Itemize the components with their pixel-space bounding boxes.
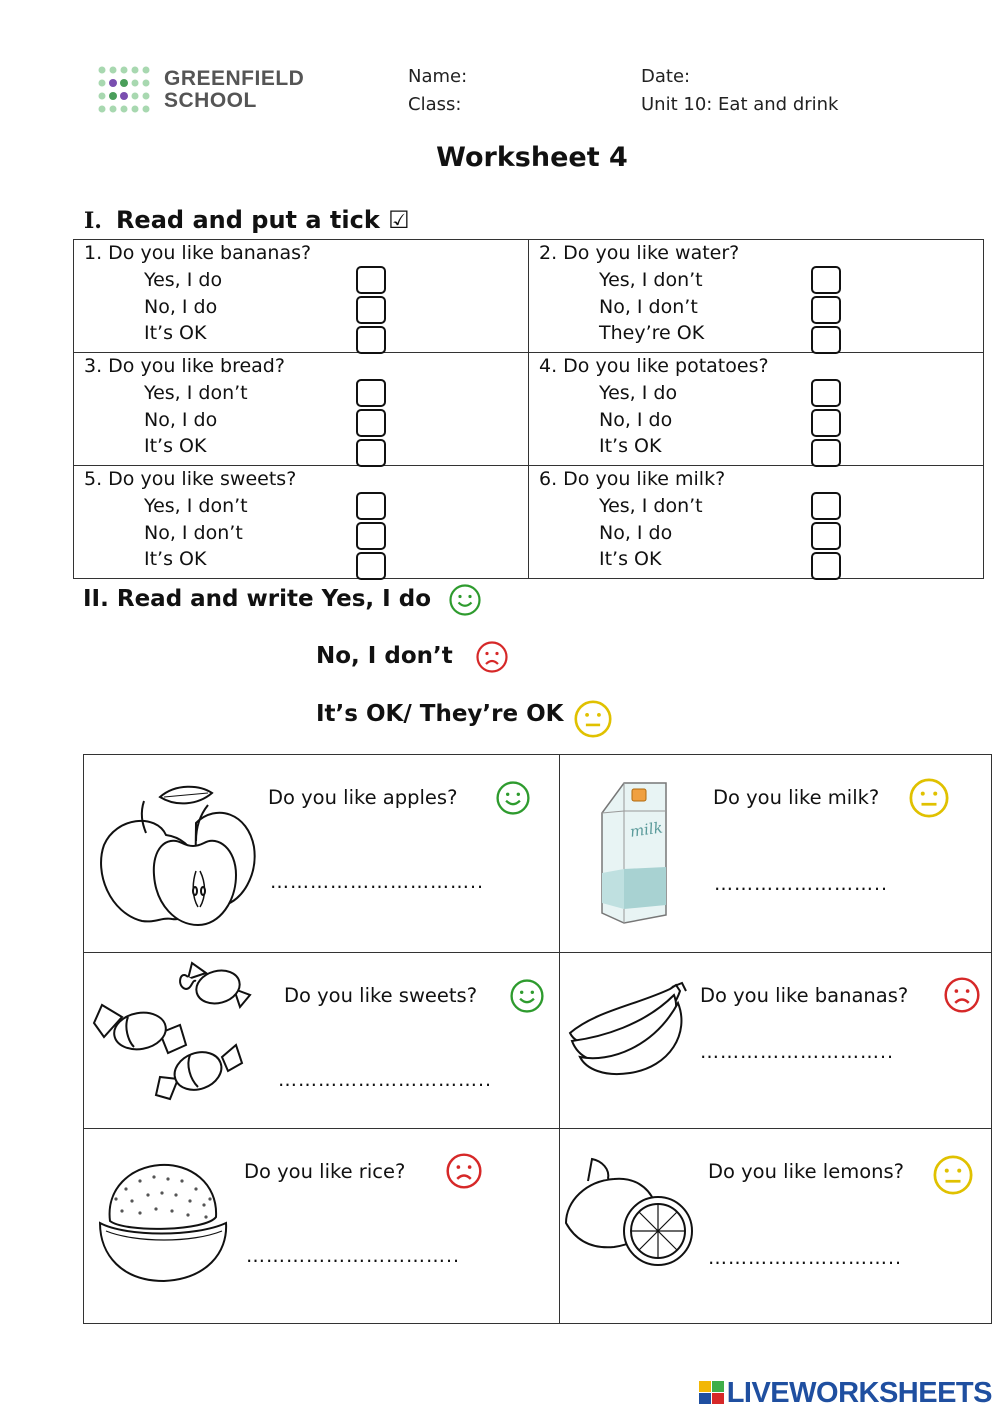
school-name-line2: SCHOOL [164,89,257,112]
liveworksheets-logo[interactable] [699,1377,992,1410]
rice-bowl-icon [96,1159,230,1289]
option-label: No, I don’t [599,296,698,318]
option-label: Yes, I don’t [599,269,703,291]
tick-checkbox[interactable] [811,492,841,520]
section2-line-ok: It’s OK/ They’re OK [316,701,564,727]
option-label: Yes, I do [599,382,678,404]
question-cell [74,353,529,466]
school-name [164,68,304,112]
tick-checkbox[interactable] [356,492,386,520]
class-label: Class: [408,94,462,115]
picture-question-text: Do you like bananas? [700,984,909,1007]
picture-question-grid [83,754,992,1324]
question-text: 4. Do you like potatoes? [539,355,769,377]
tick-checkbox[interactable] [356,522,386,550]
section2-heading: II. Read and write Yes, I do [83,586,432,612]
option-label: Yes, I don’t [599,495,703,517]
answer-line[interactable]: …………………….. [714,873,889,895]
tick-checkbox[interactable] [811,409,841,437]
tick-checkbox[interactable] [356,409,386,437]
tick-checkbox[interactable] [356,379,386,407]
question-text: 6. Do you like milk? [539,468,726,490]
answer-line[interactable]: ………………………….. [270,871,485,893]
question-cell [529,240,984,353]
picture-question-text: Do you like milk? [713,786,880,809]
unit-label: Unit 10: Eat and drink [641,94,839,115]
sad-face-icon [944,977,980,1013]
section1-heading [84,206,410,234]
milk-carton-label: milk [628,818,664,841]
picture-cell [84,755,560,953]
neutral-face-icon [933,1155,973,1195]
question-text: 1. Do you like bananas? [84,242,312,264]
option-label: Yes, I do [144,269,223,291]
tick-question-table [73,239,984,579]
option-label: No, I do [144,296,218,318]
happy-face-icon [449,584,481,616]
picture-cell [560,1129,991,1323]
page-title-text: Worksheet 4 [436,142,628,173]
option-label: It’s OK [144,435,207,457]
sad-face-icon [446,1153,482,1189]
tick-checkbox[interactable] [356,439,386,467]
tick-checkbox[interactable] [811,326,841,354]
question-cell [74,240,529,353]
tick-checkbox[interactable] [356,296,386,324]
picture-question-text: Do you like rice? [244,1160,406,1183]
option-label: It’s OK [599,548,662,570]
question-cell [74,466,529,579]
option-label: It’s OK [144,322,207,344]
tick-checkbox[interactable] [811,266,841,294]
tick-checkbox[interactable] [811,522,841,550]
sad-face-icon [476,641,508,673]
picture-cell [84,953,560,1129]
section2-line-no: No, I don’t [316,643,453,669]
picture-cell [560,755,991,953]
tick-checkbox[interactable] [356,552,386,580]
neutral-face-icon [909,778,949,818]
answer-line[interactable]: ………………………….. [278,1069,493,1091]
school-logo-icon [98,66,154,116]
question-text: 2. Do you like water? [539,242,740,264]
answer-line[interactable]: ………………………….. [246,1245,461,1267]
option-label: It’s OK [144,548,207,570]
option-label: No, I don’t [144,522,243,544]
neutral-face-icon [574,700,612,738]
happy-face-icon [496,781,530,815]
option-label: They’re OK [599,322,705,344]
date-label: Date: [641,66,691,87]
answer-line[interactable]: ……………………….. [708,1247,903,1269]
lemons-icon [562,1151,696,1269]
option-label: No, I do [599,522,673,544]
question-text: 3. Do you like bread? [84,355,285,377]
picture-cell [84,1129,560,1323]
answer-line[interactable]: ……………………….. [700,1041,895,1063]
picture-question-text: Do you like lemons? [708,1160,905,1183]
option-label: No, I do [144,409,218,431]
question-cell [529,466,984,579]
liveworksheets-text: LIVEWORKSHEETS [726,1377,992,1409]
milk-carton-icon [594,777,674,927]
apples-icon [96,783,256,931]
sweets-icon [88,961,264,1111]
section1-roman: I. [84,208,102,234]
question-text: 5. Do you like sweets? [84,468,297,490]
option-label: It’s OK [599,435,662,457]
option-label: Yes, I don’t [144,495,248,517]
tick-checkbox[interactable] [811,379,841,407]
name-label: Name: [408,66,468,87]
picture-question-text: Do you like apples? [268,786,458,809]
picture-question-text: Do you like sweets? [284,984,478,1007]
tick-checkbox[interactable] [811,439,841,467]
picture-cell [560,953,991,1129]
option-label: Yes, I don’t [144,382,248,404]
option-label: No, I do [599,409,673,431]
tick-checkbox[interactable] [356,266,386,294]
school-name-line1: GREENFIELD [164,67,305,90]
question-cell [529,353,984,466]
liveworksheets-icon [699,1381,725,1405]
page-title [0,142,1000,173]
tick-checkbox[interactable] [356,326,386,354]
bananas-icon [566,981,690,1077]
happy-face-icon [510,979,544,1013]
section1-heading-text: Read and put a tick ☑ [115,206,410,234]
tick-checkbox[interactable] [811,552,841,580]
tick-checkbox[interactable] [811,296,841,324]
